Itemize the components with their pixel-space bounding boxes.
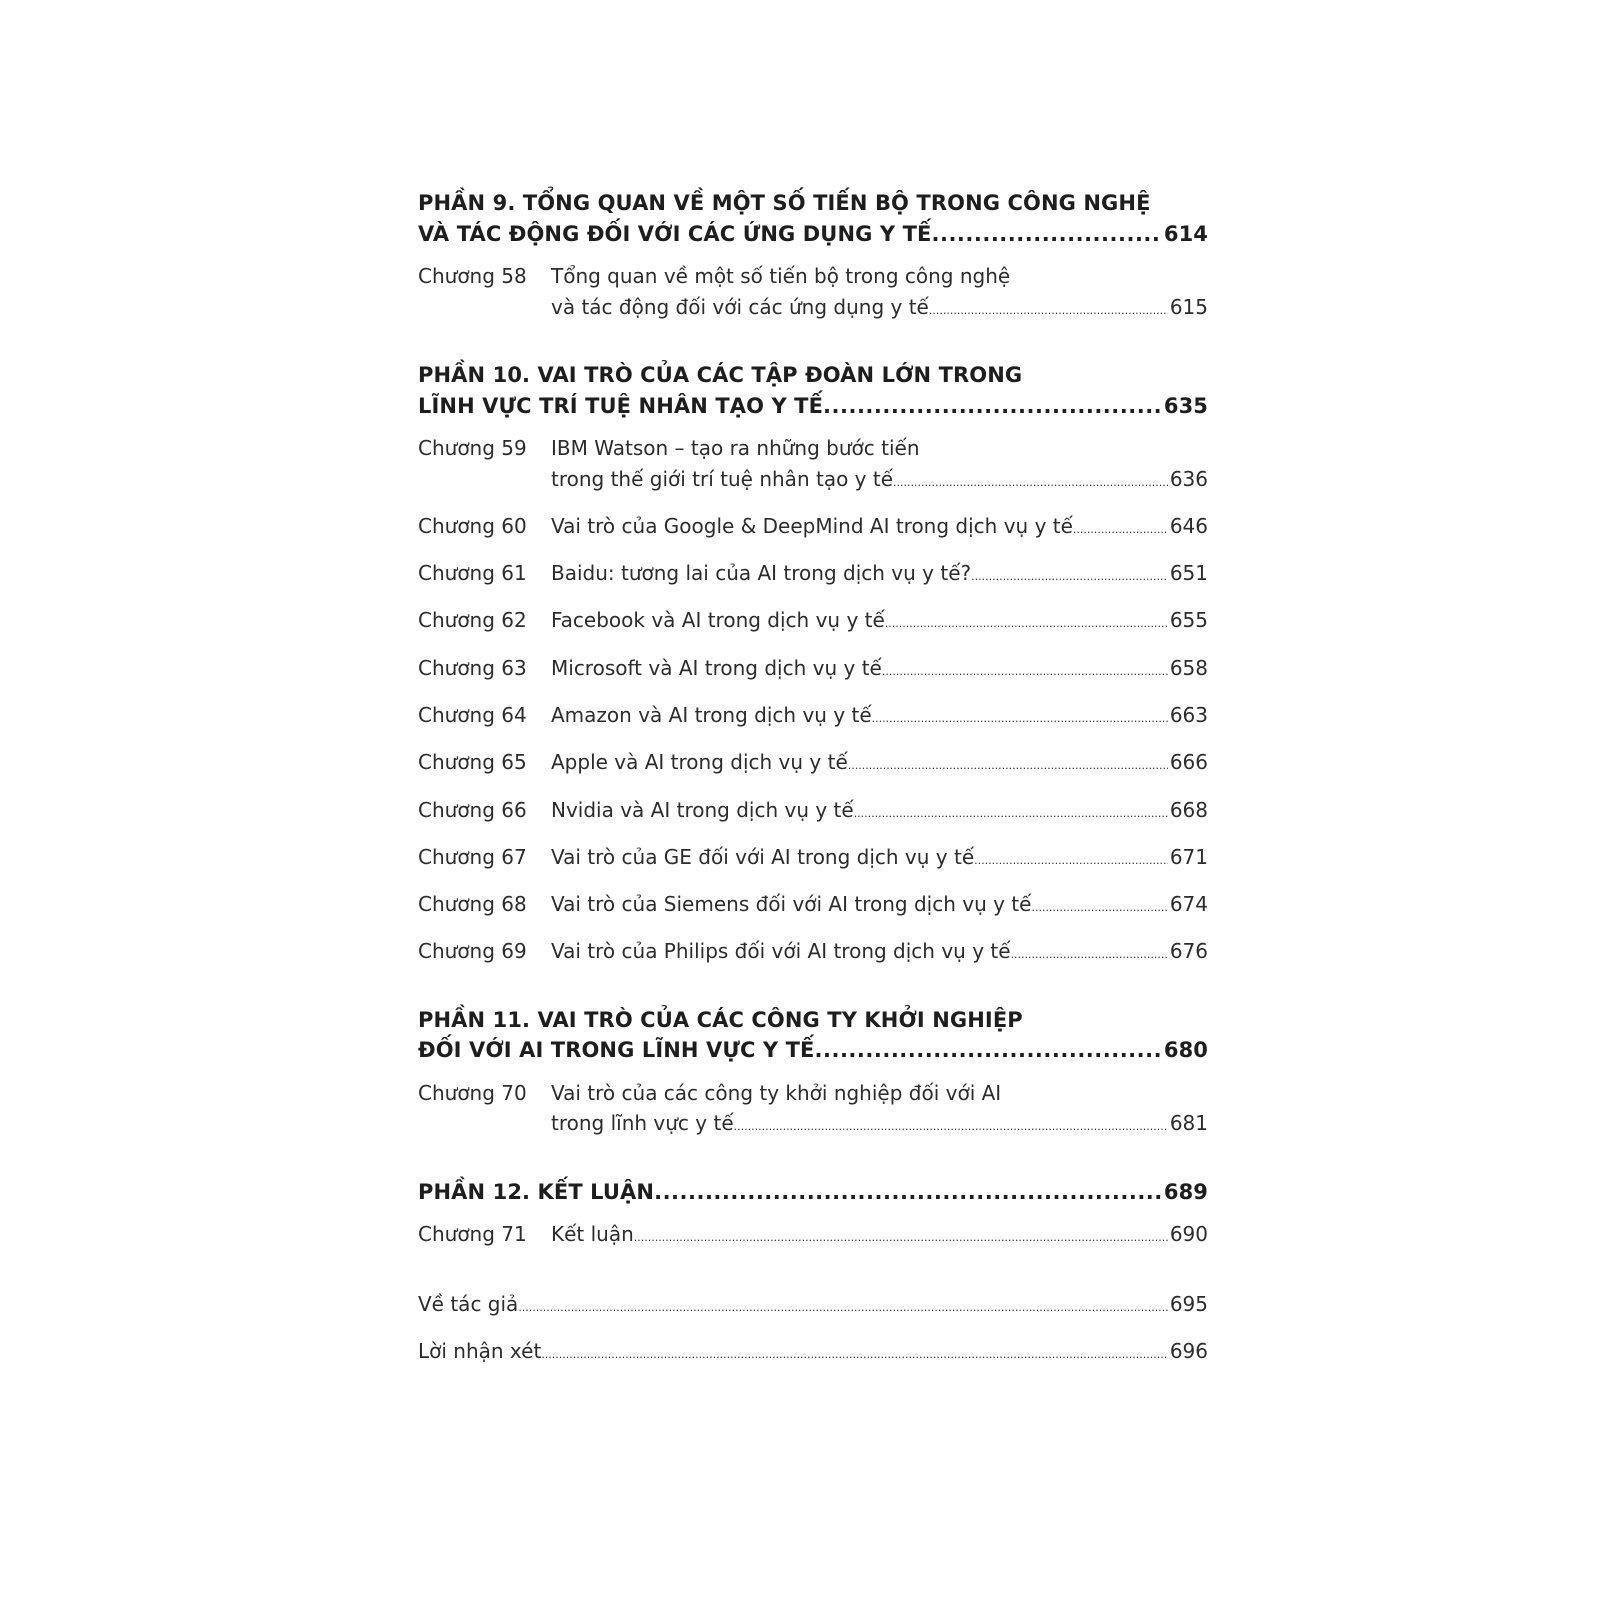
part-heading xyxy=(418,1177,1208,1208)
page-number: 663 xyxy=(1169,702,1208,727)
page-number: 681 xyxy=(1169,1111,1208,1136)
part-heading xyxy=(418,188,1208,249)
dot-leader xyxy=(541,1336,1168,1371)
chapter-title: Tổng quan về một số tiến bộ trong công nghệ xyxy=(551,264,1011,288)
chapter-entry xyxy=(418,936,1208,971)
page-number: 658 xyxy=(1169,655,1208,680)
dot-leader xyxy=(971,558,1168,593)
chapter-label: Chương 66 xyxy=(418,797,527,822)
dot-leader xyxy=(1073,511,1168,546)
chapter-entry xyxy=(418,511,1208,546)
chapter-label: Chương 65 xyxy=(418,750,527,775)
page-number: 690 xyxy=(1169,1222,1208,1247)
table-of-contents xyxy=(418,188,1208,1384)
part-title: VÀ TÁC ĐỘNG ĐỐI VỚI CÁC ỨNG DỤNG Y TẾ xyxy=(418,221,932,246)
part-title-line xyxy=(418,219,1208,250)
chapter-label: Chương 59 xyxy=(418,436,527,460)
dot-leader xyxy=(872,700,1168,735)
part-title: PHẦN 12. KẾT LUẬN xyxy=(418,1179,655,1204)
part-title: ĐỐI VỚI AI TRONG LĨNH VỰC Y TẾ xyxy=(418,1038,815,1063)
page-number: 689 xyxy=(1163,1179,1208,1204)
dot-leader xyxy=(893,464,1168,499)
chapter-entry xyxy=(418,605,1208,640)
part-heading xyxy=(418,360,1208,421)
page-number: 651 xyxy=(1169,561,1208,586)
page-number: 695 xyxy=(1169,1291,1208,1316)
chapter-label: Chương 64 xyxy=(418,702,527,727)
chapter-label: Chương 58 xyxy=(418,264,527,288)
dot-leader xyxy=(823,391,1162,422)
dot-leader xyxy=(931,219,1161,250)
chapter-title: trong lĩnh vực y tế xyxy=(551,1111,734,1136)
chapter-label: Chương 69 xyxy=(418,939,527,964)
page-number: 614 xyxy=(1163,221,1208,246)
page-number: 668 xyxy=(1169,797,1208,822)
dot-leader xyxy=(1011,936,1168,971)
chapter-title: Baidu: tương lai của AI trong dịch vụ y tế? xyxy=(551,561,972,586)
chapter-label: Chương 60 xyxy=(418,513,527,538)
page-number: 635 xyxy=(1163,393,1208,418)
chapter-label: Chương 67 xyxy=(418,844,527,869)
chapter-label: Chương 70 xyxy=(418,1080,527,1105)
chapter-title: Microsoft và AI trong dịch vụ y tế xyxy=(551,655,882,680)
chapter-title: Vai trò của Philips đối với AI trong dịch vụ y tế xyxy=(551,939,1011,964)
chapter-entry xyxy=(418,653,1208,688)
dot-leader xyxy=(634,1219,1168,1254)
part-heading xyxy=(418,1005,1208,1066)
page-number: 666 xyxy=(1169,750,1208,775)
chapter-title: Kết luận xyxy=(551,1222,634,1247)
page-number: 636 xyxy=(1169,466,1208,491)
chapter-title: Nvidia và AI trong dịch vụ y tế xyxy=(551,797,854,822)
chapter-entry xyxy=(418,1219,1208,1254)
dot-leader xyxy=(518,1289,1168,1324)
chapter-title: Apple và AI trong dịch vụ y tế xyxy=(551,750,848,775)
part-title-line xyxy=(418,188,1208,219)
chapter-entry xyxy=(418,558,1208,593)
dot-leader xyxy=(929,292,1168,327)
chapter-label: Chương 63 xyxy=(418,655,527,680)
chapter-title: Vai trò của Siemens đối với AI trong dịch vụ y tế xyxy=(551,892,1032,917)
part-title: LĨNH VỰC TRÍ TUỆ NHÂN TẠO Y TẾ xyxy=(418,393,824,418)
back-matter-list xyxy=(418,1289,1208,1371)
chapter-entry xyxy=(418,261,1208,326)
chapter-list xyxy=(418,433,1208,971)
chapter-label: Chương 61 xyxy=(418,561,527,586)
page-number: 655 xyxy=(1169,608,1208,633)
chapter-title: Vai trò của GE đối với AI trong dịch vụ y tế xyxy=(551,844,975,869)
page-number: 680 xyxy=(1163,1038,1208,1063)
dot-leader xyxy=(654,1177,1162,1208)
page-number: 646 xyxy=(1169,513,1208,538)
chapter-entry xyxy=(418,433,1208,498)
chapter-title: Vai trò của các công ty khởi nghiệp đối với AI xyxy=(551,1080,1002,1105)
part-title: PHẦN 10. VAI TRÒ CỦA CÁC TẬP ĐOÀN LỚN TRONG xyxy=(418,363,1023,387)
page-number: 615 xyxy=(1169,294,1208,319)
chapter-title: và tác động đối với các ứng dụng y tế xyxy=(551,294,929,319)
chapter-entry xyxy=(418,842,1208,877)
dot-leader xyxy=(815,1035,1162,1066)
chapter-title: Amazon và AI trong dịch vụ y tế xyxy=(551,702,872,727)
page-number: 674 xyxy=(1169,892,1208,917)
chapter-title: Facebook và AI trong dịch vụ y tế xyxy=(551,608,885,633)
chapter-label: Chương 68 xyxy=(418,892,527,917)
chapter-entry xyxy=(418,700,1208,735)
chapter-entry xyxy=(418,795,1208,830)
chapter-label: Chương 71 xyxy=(418,1222,527,1247)
part-title: PHẦN 9. TỔNG QUAN VỀ MỘT SỐ TIẾN BỘ TRONG CÔNG NGHỆ xyxy=(418,191,1151,215)
dot-leader xyxy=(974,842,1168,877)
dot-leader xyxy=(885,605,1168,640)
back-matter-entry xyxy=(418,1289,1208,1324)
chapter-title: trong thế giới trí tuệ nhân tạo y tế xyxy=(551,466,894,491)
chapter-title: IBM Watson – tạo ra những bước tiến xyxy=(551,436,920,460)
chapter-entry xyxy=(418,889,1208,924)
part-title: PHẦN 11. VAI TRÒ CỦA CÁC CÔNG TY KHỞI NGHIỆP xyxy=(418,1007,1023,1032)
dot-leader xyxy=(882,653,1168,688)
dot-leader xyxy=(734,1108,1168,1143)
entry-title: Lời nhận xét xyxy=(418,1339,542,1364)
chapter-list xyxy=(418,1219,1208,1254)
back-matter-entry xyxy=(418,1336,1208,1371)
dot-leader xyxy=(854,795,1168,830)
chapter-label: Chương 62 xyxy=(418,608,527,633)
chapter-title: Vai trò của Google & DeepMind AI trong dịch vụ y tế xyxy=(551,513,1073,538)
page-number: 671 xyxy=(1169,844,1208,869)
dot-leader xyxy=(1031,889,1167,924)
chapter-entry xyxy=(418,747,1208,782)
chapter-entry xyxy=(418,1078,1208,1143)
page-number: 696 xyxy=(1169,1339,1208,1364)
dot-leader xyxy=(848,747,1168,782)
chapter-list xyxy=(418,261,1208,326)
page-number: 676 xyxy=(1169,939,1208,964)
chapter-list xyxy=(418,1078,1208,1143)
entry-title: Về tác giả xyxy=(418,1291,519,1316)
